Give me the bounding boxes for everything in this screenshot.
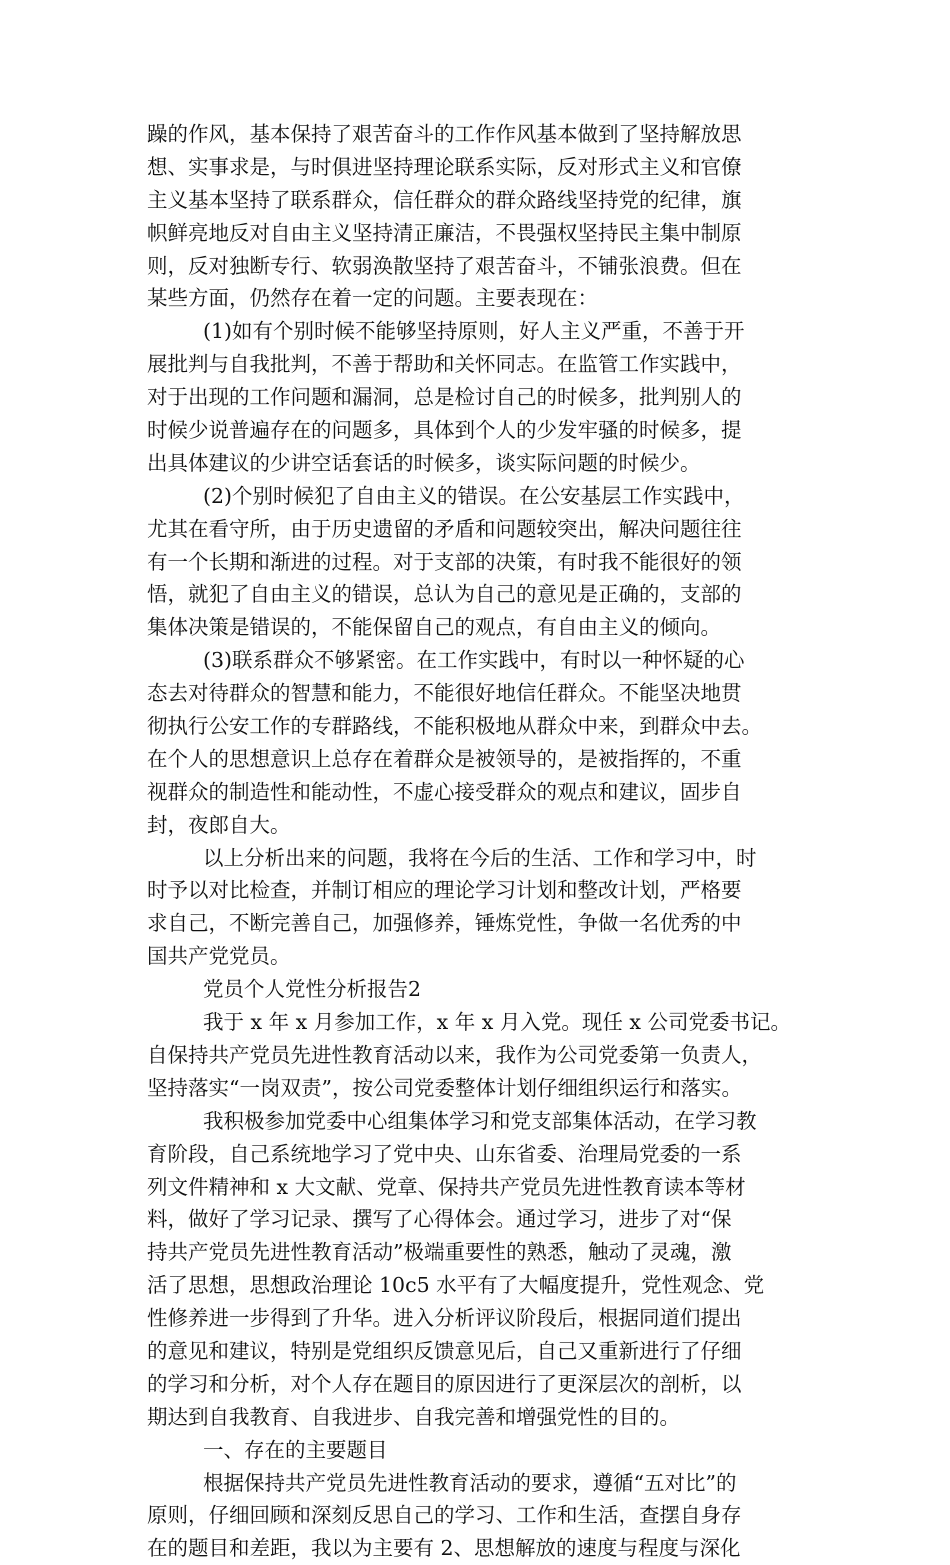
text-line: 时予以对比检查，并制订相应的理论学习计划和整改计划，严格要 (147, 878, 742, 903)
text-line: 我积极参加党委中心组集体学习和党支部集体活动，在学习教 (203, 1108, 757, 1133)
text-line: (3)联系群众不够紧密。在工作实践中，有时以一种怀疑的心 (203, 648, 745, 673)
text-line: 性修养进一步得到了升华。进入分析评议阶段后，根据同道们提出 (147, 1306, 742, 1331)
text-line: 帜鲜亮地反对自由主义坚持清正廉洁，不畏强权坚持民主集中制原 (147, 220, 742, 245)
text-line: 尤其在看守所，由于历史遗留的矛盾和问题较突出，解决问题往往 (147, 516, 742, 541)
text-line: 根据保持共产党员先进性教育活动的要求，遵循“五对比”的 (203, 1470, 737, 1495)
text-line: 时候少说普遍存在的问题多，具体到个人的少发牢骚的时候多，提 (147, 418, 742, 443)
text-line: 的学习和分析，对个人存在题目的原因进行了更深层次的剖析，以 (147, 1371, 742, 1396)
text-line: 以上分析出来的问题，我将在今后的生活、工作和学习中，时 (203, 845, 757, 870)
text-line: 出具体建议的少讲空话套话的时候多，谈实际问题的时候少。 (147, 450, 701, 475)
text-line: 列文件精神和 x 大文献、党章、保持共产党员先进性教育读本等材 (147, 1174, 746, 1199)
text-line: (1)如有个别时候不能够坚持原则，好人主义严重，不善于开 (203, 319, 745, 344)
text-line: 悟，就犯了自由主义的错误，总认为自己的意见是正确的，支部的 (147, 582, 742, 607)
text-line: 我于 x 年 x 月参加工作，x 年 x 月入党。现任 x 公司党委书记。 (203, 1010, 791, 1035)
text-line: 封，夜郎自大。 (147, 812, 291, 837)
text-line: 的意见和建议，特别是党组织反馈意见后，自己又重新进行了仔细 (147, 1338, 742, 1363)
text-line: 自保持共产党员先进性教育活动以来，我作为公司党委第一负责人， (147, 1042, 762, 1067)
text-line: 持共产党员先进性教育活动”极端重要性的熟悉，触动了灵魂，激 (147, 1240, 732, 1265)
text-line: 主义基本坚持了联系群众，信任群众的群众路线坚持党的纪律，旗 (147, 187, 742, 212)
text-line: 彻执行公安工作的专群路线，不能积极地从群众中来，到群众中去。 (147, 714, 762, 739)
text-line: 党员个人党性分析报告2 (203, 977, 422, 1002)
text-line: 躁的作风，基本保持了艰苦奋斗的工作作风基本做到了坚持解放思 (147, 122, 742, 146)
text-line: 某些方面，仍然存在着一定的问题。主要表现在： (147, 286, 598, 311)
text-line: 育阶段，自己系统地学习了党中央、山东省委、治理局党委的一系 (147, 1141, 742, 1166)
text-line: 求自己，不断完善自己，加强修养，锤炼党性，争做一名优秀的中 (147, 911, 742, 936)
text-line: 想、实事求是，与时俱进坚持理论联系实际，反对形式主义和官僚 (147, 154, 742, 179)
text-line: 则，反对独断专行、软弱涣散坚持了艰苦奋斗，不铺张浪费。但在 (147, 253, 742, 278)
text-line: 展批判与自我批判，不善于帮助和关怀同志。在监管工作实践中， (147, 352, 742, 377)
text-line: 料，做好了学习记录、撰写了心得体会。通过学习，进步了对“保 (147, 1207, 732, 1232)
text-line: 国共产党党员。 (147, 944, 291, 969)
document-body (147, 118, 809, 1565)
text-line: 期达到自我教育、自我进步、自我完善和增强党性的目的。 (147, 1404, 680, 1429)
text-line: 在个人的思想意识上总存在着群众是被领导的，是被指挥的，不重 (147, 746, 742, 771)
text-line: 有一个长期和渐进的过程。对于支部的决策，有时我不能很好的领 (147, 549, 742, 574)
text-line: 态去对待群众的智慧和能力，不能很好地信任群众。不能坚决地贯 (147, 681, 742, 706)
text-line: 对于出现的工作问题和漏洞，总是检讨自己的时候多，批判别人的 (147, 385, 742, 410)
text-line: 一、存在的主要题目 (203, 1437, 388, 1462)
text-line: 坚持落实“一岗双责”，按公司党委整体计划仔细组织运行和落实。 (147, 1075, 742, 1100)
text-line: (2)个别时候犯了自由主义的错误。在公安基层工作实践中， (203, 483, 745, 508)
text-line: 活了思想，思想政治理论 10c5 水平有了大幅度提升，党性观念、党 (147, 1273, 765, 1298)
text-line: 原则，仔细回顾和深刻反思自己的学习、工作和生活，查摆自身存 (147, 1503, 742, 1528)
text-line: 视群众的制造性和能动性，不虚心接受群众的观点和建议，固步自 (147, 779, 742, 804)
text-line: 集体决策是错误的，不能保留自己的观点，有自由主义的倾向。 (147, 615, 721, 640)
text-line: 在的题目和差距，我以为主要有 2、思想解放的速度与程度与深化 (147, 1536, 741, 1561)
